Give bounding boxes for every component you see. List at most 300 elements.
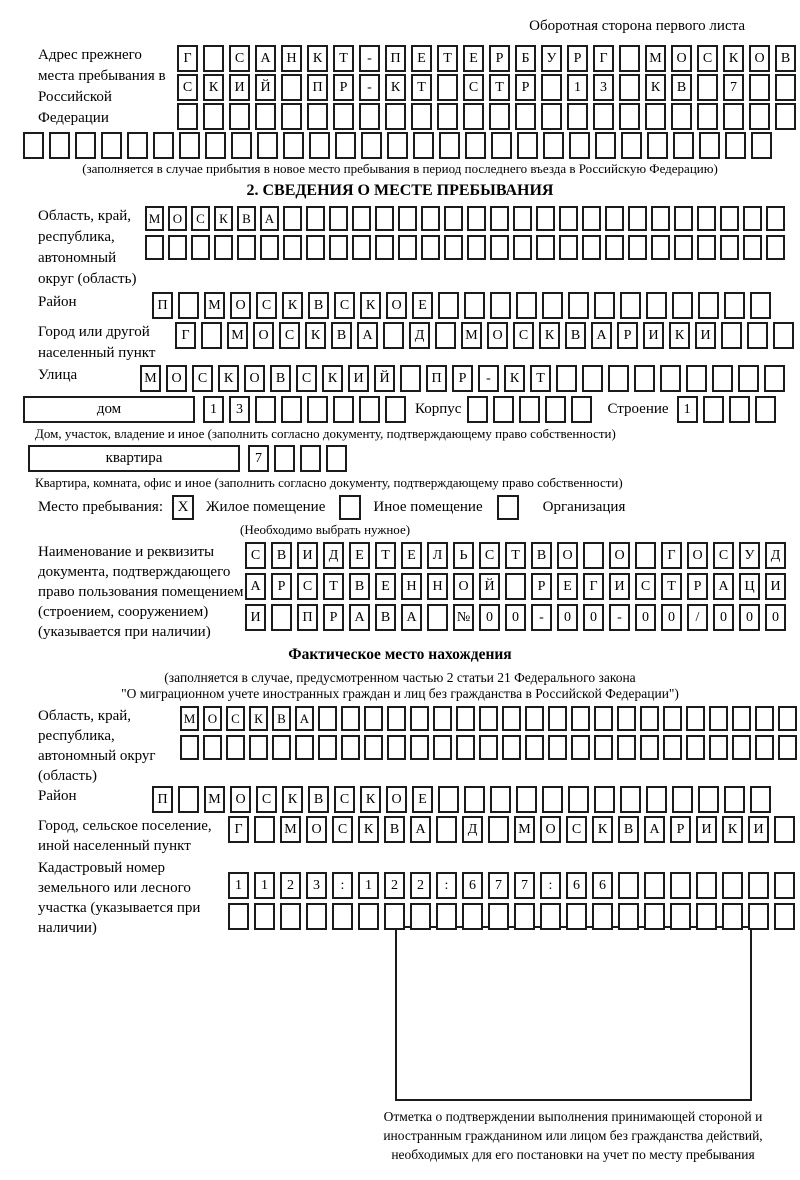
char-cell[interactable] — [594, 786, 615, 813]
char-cell[interactable] — [640, 706, 659, 731]
char-cell[interactable]: М — [140, 365, 161, 392]
char-cell[interactable]: / — [687, 604, 708, 631]
char-cell[interactable]: Т — [375, 542, 396, 569]
char-cell[interactable]: П — [426, 365, 447, 392]
char-cell[interactable]: К — [322, 365, 343, 392]
char-cell[interactable]: 1 — [203, 396, 224, 423]
char-cell[interactable] — [436, 816, 457, 843]
char-cell[interactable] — [722, 872, 743, 899]
char-cell[interactable] — [747, 322, 768, 349]
char-cell[interactable]: К — [385, 74, 406, 101]
char-cell[interactable]: В — [349, 573, 370, 600]
char-cell[interactable] — [725, 132, 746, 159]
char-cell[interactable] — [755, 706, 774, 731]
char-cell[interactable]: О — [557, 542, 578, 569]
char-cell[interactable] — [467, 235, 486, 260]
char-cell[interactable] — [647, 132, 668, 159]
char-cell[interactable] — [254, 903, 275, 930]
char-cell[interactable]: К — [669, 322, 690, 349]
char-cell[interactable] — [644, 903, 665, 930]
char-cell[interactable]: Б — [515, 45, 536, 72]
char-cell[interactable]: О — [253, 322, 274, 349]
char-cell[interactable]: И — [348, 365, 369, 392]
char-cell[interactable]: С — [697, 45, 718, 72]
char-cell[interactable]: С — [332, 816, 353, 843]
char-cell[interactable]: П — [385, 45, 406, 72]
char-cell[interactable] — [660, 365, 681, 392]
char-cell[interactable] — [674, 235, 693, 260]
char-cell[interactable] — [567, 103, 588, 130]
char-cell[interactable]: С — [192, 365, 213, 392]
char-cell[interactable] — [364, 735, 383, 760]
char-cell[interactable]: - — [359, 45, 380, 72]
char-cell[interactable]: В — [237, 206, 256, 231]
char-cell[interactable] — [329, 206, 348, 231]
char-cell[interactable] — [594, 735, 613, 760]
char-cell[interactable] — [620, 292, 641, 319]
char-cell[interactable]: В — [308, 786, 329, 813]
char-cell[interactable] — [307, 396, 328, 423]
char-cell[interactable]: В — [270, 365, 291, 392]
char-cell[interactable] — [618, 872, 639, 899]
char-cell[interactable]: С — [229, 45, 250, 72]
char-cell[interactable] — [178, 292, 199, 319]
char-cell[interactable] — [755, 396, 776, 423]
char-cell[interactable] — [605, 206, 624, 231]
char-cell[interactable]: Р — [687, 573, 708, 600]
char-cell[interactable] — [766, 235, 785, 260]
char-cell[interactable] — [750, 786, 771, 813]
char-cell[interactable] — [385, 396, 406, 423]
char-cell[interactable]: М — [145, 206, 164, 231]
char-cell[interactable]: В — [331, 322, 352, 349]
char-cell[interactable] — [203, 103, 224, 130]
char-cell[interactable] — [375, 235, 394, 260]
char-cell[interactable] — [566, 903, 587, 930]
char-cell[interactable]: Т — [333, 45, 354, 72]
char-cell[interactable] — [467, 396, 488, 423]
char-cell[interactable]: Г — [593, 45, 614, 72]
char-cell[interactable]: У — [541, 45, 562, 72]
char-cell[interactable] — [634, 365, 655, 392]
char-cell[interactable] — [594, 292, 615, 319]
char-cell[interactable] — [491, 132, 512, 159]
char-cell[interactable] — [260, 235, 279, 260]
char-cell[interactable] — [517, 132, 538, 159]
char-cell[interactable]: 3 — [306, 872, 327, 899]
char-cell[interactable]: К — [282, 786, 303, 813]
char-cell[interactable] — [490, 235, 509, 260]
char-cell[interactable]: М — [227, 322, 248, 349]
char-cell[interactable] — [640, 735, 659, 760]
char-cell[interactable] — [696, 903, 717, 930]
char-cell[interactable]: И — [643, 322, 664, 349]
char-cell[interactable] — [542, 292, 563, 319]
char-cell[interactable] — [540, 903, 561, 930]
char-cell[interactable]: Ц — [739, 573, 760, 600]
char-cell[interactable] — [774, 816, 795, 843]
char-cell[interactable]: Р — [567, 45, 588, 72]
char-cell[interactable]: С — [177, 74, 198, 101]
char-cell[interactable]: С — [713, 542, 734, 569]
char-cell[interactable]: О — [453, 573, 474, 600]
char-cell[interactable]: О — [168, 206, 187, 231]
char-cell[interactable] — [358, 903, 379, 930]
char-cell[interactable]: А — [644, 816, 665, 843]
char-cell[interactable]: Р — [489, 45, 510, 72]
char-cell[interactable]: Ь — [453, 542, 474, 569]
char-cell[interactable]: 7 — [723, 74, 744, 101]
char-cell[interactable]: Е — [557, 573, 578, 600]
char-cell[interactable]: Г — [583, 573, 604, 600]
char-cell[interactable] — [568, 292, 589, 319]
char-cell[interactable]: А — [245, 573, 266, 600]
char-cell[interactable]: В — [618, 816, 639, 843]
stay-type-checkbox-dwelling[interactable]: X — [172, 495, 194, 520]
char-cell[interactable] — [332, 903, 353, 930]
char-cell[interactable] — [153, 132, 174, 159]
char-cell[interactable] — [605, 235, 624, 260]
char-cell[interactable] — [559, 206, 578, 231]
char-cell[interactable]: В — [308, 292, 329, 319]
char-cell[interactable] — [617, 706, 636, 731]
char-cell[interactable]: Й — [374, 365, 395, 392]
char-cell[interactable]: К — [539, 322, 560, 349]
char-cell[interactable] — [545, 396, 566, 423]
char-cell[interactable] — [237, 235, 256, 260]
char-cell[interactable]: В — [531, 542, 552, 569]
char-cell[interactable]: В — [775, 45, 796, 72]
char-cell[interactable] — [686, 735, 705, 760]
char-cell[interactable]: С — [566, 816, 587, 843]
char-cell[interactable]: С — [334, 786, 355, 813]
char-cell[interactable] — [75, 132, 96, 159]
char-cell[interactable] — [281, 103, 302, 130]
char-cell[interactable] — [421, 235, 440, 260]
char-cell[interactable] — [543, 132, 564, 159]
char-cell[interactable] — [341, 706, 360, 731]
char-cell[interactable]: И — [695, 322, 716, 349]
char-cell[interactable] — [516, 292, 537, 319]
char-cell[interactable]: № — [453, 604, 474, 631]
char-cell[interactable]: 7 — [248, 445, 269, 472]
char-cell[interactable] — [671, 103, 692, 130]
char-cell[interactable] — [410, 706, 429, 731]
char-cell[interactable]: Е — [463, 45, 484, 72]
char-cell[interactable] — [359, 396, 380, 423]
char-cell[interactable] — [646, 786, 667, 813]
char-cell[interactable] — [628, 206, 647, 231]
char-cell[interactable]: Р — [617, 322, 638, 349]
char-cell[interactable]: К — [358, 816, 379, 843]
char-cell[interactable]: К — [203, 74, 224, 101]
char-cell[interactable] — [341, 735, 360, 760]
char-cell[interactable]: Р — [333, 74, 354, 101]
char-cell[interactable]: О — [540, 816, 561, 843]
char-cell[interactable]: Н — [281, 45, 302, 72]
char-cell[interactable]: : — [332, 872, 353, 899]
char-cell[interactable] — [387, 132, 408, 159]
char-cell[interactable]: 7 — [514, 872, 535, 899]
char-cell[interactable]: Г — [228, 816, 249, 843]
char-cell[interactable]: С — [297, 573, 318, 600]
apartment-type-box[interactable]: квартира — [28, 445, 240, 472]
char-cell[interactable]: Д — [462, 816, 483, 843]
char-cell[interactable]: К — [592, 816, 613, 843]
char-cell[interactable] — [670, 872, 691, 899]
char-cell[interactable]: К — [723, 45, 744, 72]
char-cell[interactable] — [673, 132, 694, 159]
char-cell[interactable] — [274, 445, 295, 472]
char-cell[interactable] — [722, 903, 743, 930]
char-cell[interactable]: 0 — [583, 604, 604, 631]
char-cell[interactable] — [203, 45, 224, 72]
char-cell[interactable] — [257, 132, 278, 159]
char-cell[interactable] — [724, 786, 745, 813]
char-cell[interactable]: 0 — [739, 604, 760, 631]
char-cell[interactable]: К — [360, 292, 381, 319]
char-cell[interactable]: С — [226, 706, 245, 731]
char-cell[interactable] — [333, 103, 354, 130]
char-cell[interactable] — [427, 604, 448, 631]
char-cell[interactable] — [502, 706, 521, 731]
char-cell[interactable]: П — [297, 604, 318, 631]
char-cell[interactable] — [651, 235, 670, 260]
char-cell[interactable] — [778, 706, 797, 731]
char-cell[interactable] — [645, 103, 666, 130]
char-cell[interactable] — [456, 706, 475, 731]
char-cell[interactable]: Е — [412, 786, 433, 813]
char-cell[interactable]: П — [307, 74, 328, 101]
char-cell[interactable] — [493, 396, 514, 423]
char-cell[interactable] — [536, 235, 555, 260]
char-cell[interactable]: 3 — [229, 396, 250, 423]
char-cell[interactable] — [488, 903, 509, 930]
char-cell[interactable]: Т — [323, 573, 344, 600]
char-cell[interactable] — [306, 206, 325, 231]
char-cell[interactable] — [228, 903, 249, 930]
char-cell[interactable] — [295, 735, 314, 760]
char-cell[interactable] — [352, 206, 371, 231]
char-cell[interactable]: И — [609, 573, 630, 600]
char-cell[interactable] — [628, 235, 647, 260]
char-cell[interactable] — [513, 235, 532, 260]
char-cell[interactable] — [748, 872, 769, 899]
char-cell[interactable]: П — [152, 786, 173, 813]
char-cell[interactable]: С — [463, 74, 484, 101]
char-cell[interactable] — [398, 206, 417, 231]
char-cell[interactable] — [514, 903, 535, 930]
char-cell[interactable] — [300, 445, 321, 472]
char-cell[interactable] — [410, 735, 429, 760]
char-cell[interactable]: В — [384, 816, 405, 843]
char-cell[interactable] — [502, 735, 521, 760]
char-cell[interactable]: О — [609, 542, 630, 569]
char-cell[interactable] — [433, 706, 452, 731]
char-cell[interactable] — [398, 235, 417, 260]
char-cell[interactable]: 0 — [557, 604, 578, 631]
char-cell[interactable] — [750, 292, 771, 319]
char-cell[interactable] — [229, 103, 250, 130]
char-cell[interactable]: В — [565, 322, 586, 349]
char-cell[interactable]: И — [245, 604, 266, 631]
char-cell[interactable] — [703, 396, 724, 423]
char-cell[interactable]: О — [749, 45, 770, 72]
char-cell[interactable] — [359, 103, 380, 130]
char-cell[interactable]: С — [334, 292, 355, 319]
char-cell[interactable]: И — [748, 816, 769, 843]
char-cell[interactable] — [732, 735, 751, 760]
char-cell[interactable] — [479, 735, 498, 760]
char-cell[interactable]: Р — [515, 74, 536, 101]
char-cell[interactable] — [663, 706, 682, 731]
char-cell[interactable]: Д — [765, 542, 786, 569]
char-cell[interactable] — [307, 103, 328, 130]
char-cell[interactable]: Д — [409, 322, 430, 349]
char-cell[interactable] — [318, 706, 337, 731]
char-cell[interactable] — [651, 206, 670, 231]
char-cell[interactable] — [465, 132, 486, 159]
char-cell[interactable]: Й — [255, 74, 276, 101]
char-cell[interactable] — [635, 542, 656, 569]
char-cell[interactable] — [333, 396, 354, 423]
char-cell[interactable]: М — [645, 45, 666, 72]
char-cell[interactable] — [621, 132, 642, 159]
char-cell[interactable] — [231, 132, 252, 159]
char-cell[interactable]: Е — [411, 45, 432, 72]
char-cell[interactable]: С — [635, 573, 656, 600]
char-cell[interactable]: Д — [323, 542, 344, 569]
char-cell[interactable] — [709, 706, 728, 731]
char-cell[interactable] — [751, 132, 772, 159]
char-cell[interactable] — [672, 786, 693, 813]
char-cell[interactable] — [724, 292, 745, 319]
char-cell[interactable]: Й — [479, 573, 500, 600]
char-cell[interactable] — [619, 103, 640, 130]
char-cell[interactable] — [663, 735, 682, 760]
char-cell[interactable] — [697, 206, 716, 231]
char-cell[interactable] — [620, 786, 641, 813]
char-cell[interactable] — [254, 816, 275, 843]
char-cell[interactable] — [205, 132, 226, 159]
char-cell[interactable]: И — [765, 573, 786, 600]
char-cell[interactable] — [619, 45, 640, 72]
char-cell[interactable]: Т — [489, 74, 510, 101]
char-cell[interactable] — [361, 132, 382, 159]
char-cell[interactable] — [318, 735, 337, 760]
char-cell[interactable]: Т — [437, 45, 458, 72]
char-cell[interactable]: Л — [427, 542, 448, 569]
char-cell[interactable] — [516, 786, 537, 813]
char-cell[interactable] — [177, 103, 198, 130]
char-cell[interactable] — [490, 206, 509, 231]
char-cell[interactable]: 6 — [566, 872, 587, 899]
char-cell[interactable]: С — [191, 206, 210, 231]
char-cell[interactable]: С — [256, 786, 277, 813]
char-cell[interactable]: О — [230, 786, 251, 813]
char-cell[interactable] — [732, 706, 751, 731]
char-cell[interactable] — [272, 735, 291, 760]
char-cell[interactable] — [101, 132, 122, 159]
char-cell[interactable]: К — [249, 706, 268, 731]
char-cell[interactable] — [594, 706, 613, 731]
char-cell[interactable] — [490, 292, 511, 319]
char-cell[interactable] — [329, 235, 348, 260]
char-cell[interactable]: С — [479, 542, 500, 569]
char-cell[interactable] — [463, 103, 484, 130]
char-cell[interactable]: А — [260, 206, 279, 231]
char-cell[interactable]: Р — [531, 573, 552, 600]
char-cell[interactable] — [384, 903, 405, 930]
char-cell[interactable]: К — [214, 206, 233, 231]
char-cell[interactable] — [696, 872, 717, 899]
char-cell[interactable]: Е — [349, 542, 370, 569]
char-cell[interactable]: - — [609, 604, 630, 631]
char-cell[interactable]: 2 — [410, 872, 431, 899]
char-cell[interactable]: 0 — [765, 604, 786, 631]
char-cell[interactable]: К — [282, 292, 303, 319]
char-cell[interactable] — [592, 903, 613, 930]
char-cell[interactable] — [444, 235, 463, 260]
char-cell[interactable] — [568, 786, 589, 813]
char-cell[interactable] — [439, 132, 460, 159]
char-cell[interactable] — [309, 132, 330, 159]
char-cell[interactable] — [145, 235, 164, 260]
char-cell[interactable] — [672, 292, 693, 319]
char-cell[interactable]: М — [461, 322, 482, 349]
char-cell[interactable]: С — [513, 322, 534, 349]
char-cell[interactable] — [764, 365, 785, 392]
char-cell[interactable] — [569, 132, 590, 159]
char-cell[interactable]: 0 — [713, 604, 734, 631]
char-cell[interactable] — [766, 206, 785, 231]
char-cell[interactable]: О — [306, 816, 327, 843]
char-cell[interactable]: К — [360, 786, 381, 813]
char-cell[interactable] — [201, 322, 222, 349]
char-cell[interactable]: М — [280, 816, 301, 843]
char-cell[interactable]: А — [357, 322, 378, 349]
char-cell[interactable] — [444, 206, 463, 231]
char-cell[interactable]: : — [540, 872, 561, 899]
char-cell[interactable]: 2 — [280, 872, 301, 899]
char-cell[interactable] — [720, 235, 739, 260]
char-cell[interactable] — [283, 206, 302, 231]
char-cell[interactable] — [280, 903, 301, 930]
char-cell[interactable]: К — [218, 365, 239, 392]
char-cell[interactable]: И — [696, 816, 717, 843]
char-cell[interactable]: О — [687, 542, 708, 569]
char-cell[interactable]: В — [272, 706, 291, 731]
char-cell[interactable] — [515, 103, 536, 130]
char-cell[interactable]: С — [296, 365, 317, 392]
char-cell[interactable] — [191, 235, 210, 260]
char-cell[interactable] — [180, 735, 199, 760]
char-cell[interactable] — [335, 132, 356, 159]
char-cell[interactable] — [490, 786, 511, 813]
char-cell[interactable] — [456, 735, 475, 760]
char-cell[interactable]: : — [436, 872, 457, 899]
char-cell[interactable] — [644, 872, 665, 899]
char-cell[interactable] — [720, 206, 739, 231]
char-cell[interactable] — [593, 103, 614, 130]
char-cell[interactable] — [571, 396, 592, 423]
char-cell[interactable]: О — [386, 786, 407, 813]
char-cell[interactable] — [433, 735, 452, 760]
char-cell[interactable] — [352, 235, 371, 260]
char-cell[interactable]: С — [245, 542, 266, 569]
char-cell[interactable] — [306, 235, 325, 260]
char-cell[interactable] — [435, 322, 456, 349]
